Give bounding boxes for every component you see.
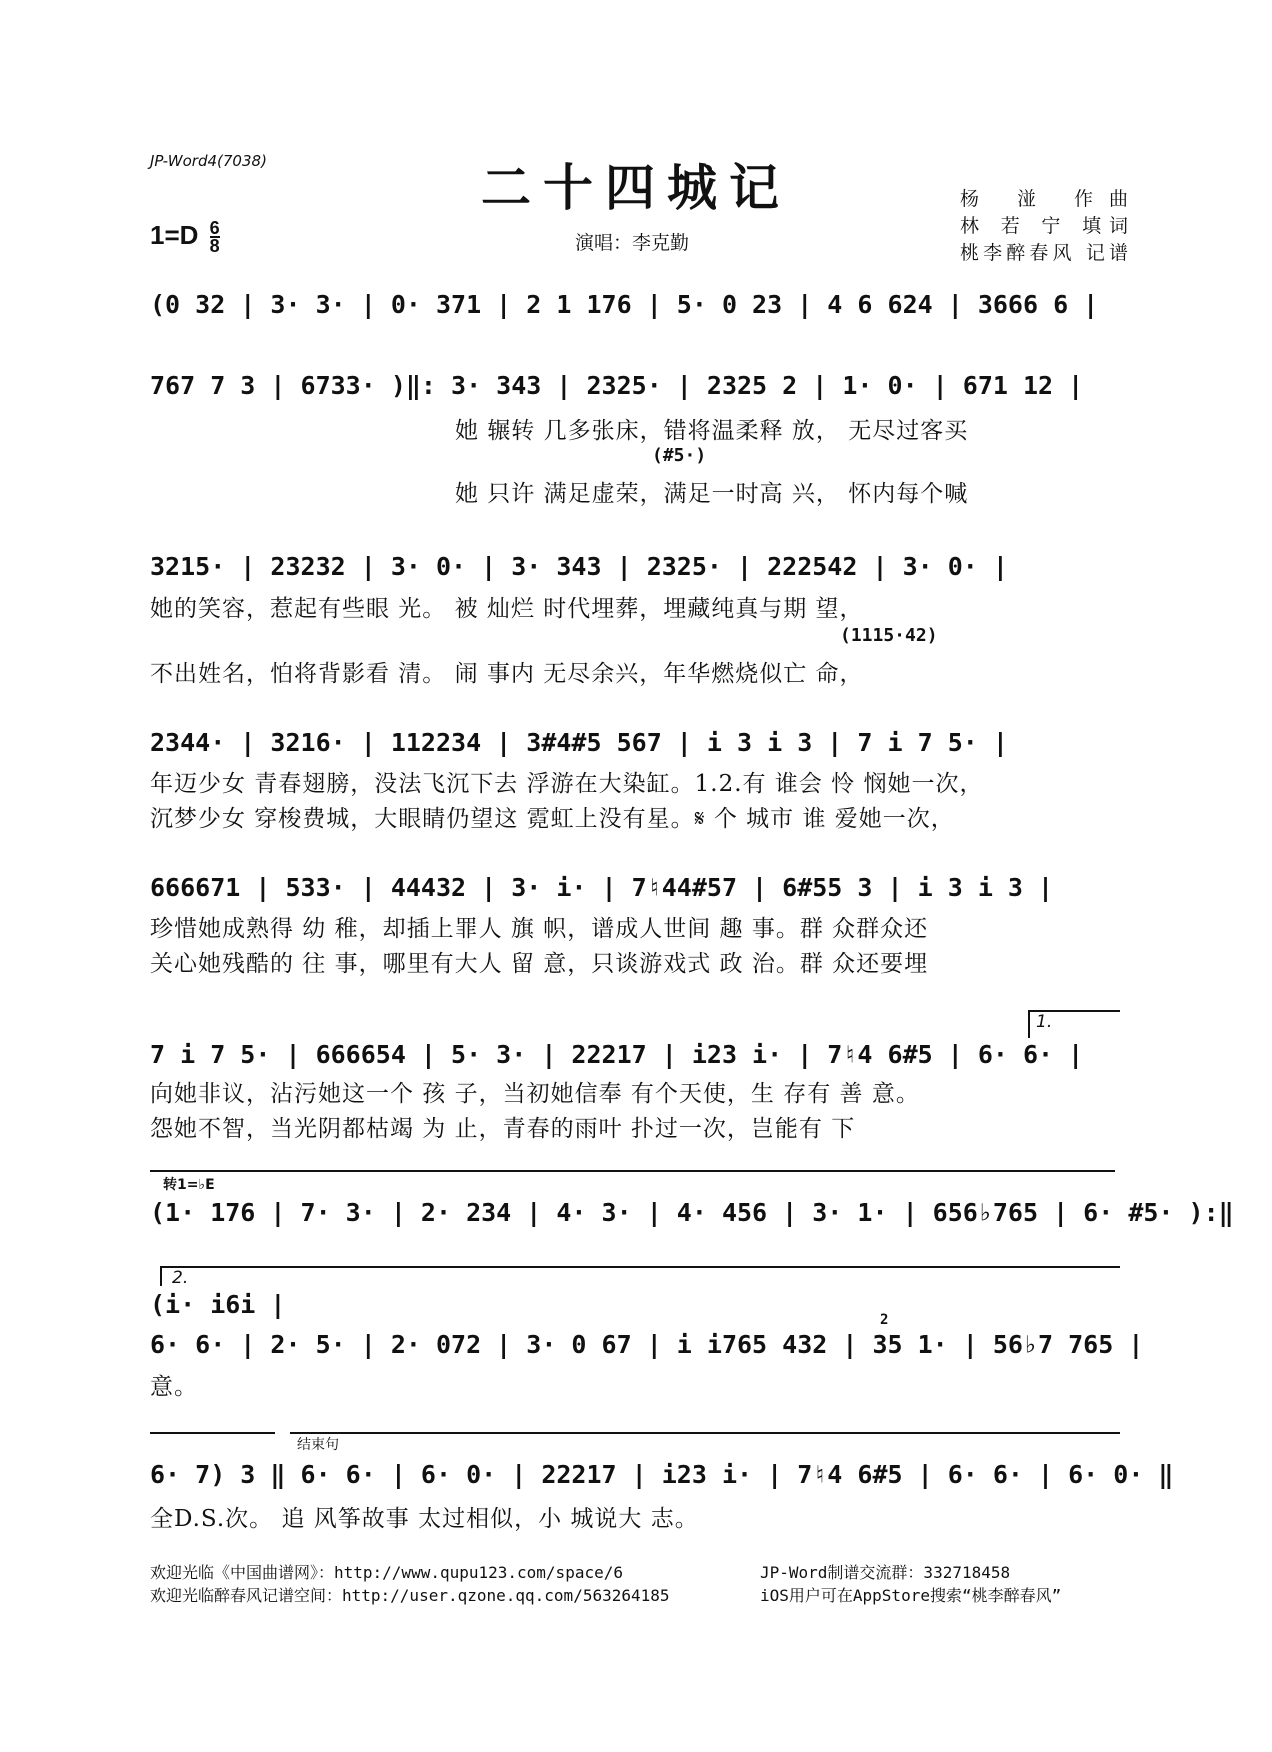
footer-qq-group: JP-Word制谱交流群：332718458 xyxy=(760,1563,1011,1582)
composer-credit: 杨 湴 作曲 xyxy=(960,188,1130,210)
footer-qzone-link: 欢迎光临醉春风记谱空间：http://user.qzone.qq.com/563264185 xyxy=(150,1586,670,1605)
coda-label: 结束句 xyxy=(297,1437,339,1453)
volta-2-edge xyxy=(160,1266,162,1286)
volta-1-label: 1. xyxy=(1036,1012,1053,1032)
lyric-row-8: 意。 xyxy=(150,1374,198,1400)
score-row-7: (1· 176 | 7· 3· | 2· 234 | 4· 3· | 4· 456 | 3· 1· | 656♭765 | 6· #5· ):‖ xyxy=(150,1198,1234,1227)
annotation-row-2: (#5·) xyxy=(652,445,707,466)
score-row-4: 2344· | 3216· | 112234 | 3#4#5 567 | i 3 i 3 | 7 i 7 5· | xyxy=(150,728,1008,757)
key-label: 1=D xyxy=(150,220,199,250)
interlude-bracket xyxy=(150,1170,1115,1172)
lyric-row-3-verse-2: 不出姓名，怕将背影看 清。 闹 事内 无尽余兴，年华燃烧似亡 命， xyxy=(150,661,864,687)
volta-2-label: 2. xyxy=(172,1268,189,1288)
lyric-row-5-verse-2: 关心她残酷的 往 事，哪里有大人 留 意，只谈游戏式 政 治。群 众还要埋 xyxy=(150,951,929,977)
score-row-8-prefix: (i· i6i | xyxy=(150,1290,286,1319)
lyric-row-4-verse-1: 年迈少女 青春翅膀，没法飞沉下去 浮游在大染缸。1.2.有 谁会 怜 悯她一次， xyxy=(150,771,984,797)
score-row-3: 3215· | 23232 | 3· 0· | 3· 343 | 2325· | 222542 | 3· 0· | xyxy=(150,552,1008,581)
volta-1-edge xyxy=(1028,1010,1030,1038)
score-row-8: 6· 6· | 2· 5· | 2· 072 | 3· 0 67 | i i765 432 | 35 1· | 56♭7 765 | xyxy=(150,1330,1144,1359)
time-top: 6 xyxy=(209,218,220,239)
credits-block xyxy=(960,186,1130,267)
footer-ios-hint: iOS用户可在AppStore搜索“桃李醉春风” xyxy=(760,1586,1062,1605)
song-title: 二十四城记 xyxy=(481,158,791,217)
score-row-6: 7 i 7 5· | 666654 | 5· 3· | 22217 | i23 i· | 7♮4 6#5 | 6· 6· | xyxy=(150,1040,1084,1069)
lyric-row-4-verse-2: 沉梦少女 穿梭费城，大眼睛仍望这 霓虹上没有星。𝄋 个 城市 谁 爱她一次， xyxy=(150,806,955,832)
footer-site-link: 欢迎光临《中国曲谱网》：http://www.qupu123.com/space/6 xyxy=(150,1563,623,1582)
lyric-row-6-verse-1: 向她非议，沾污她这一个 孩 子，当初她信奉 有个天使，生 存有 善 意。 xyxy=(150,1081,920,1107)
time-signature xyxy=(209,218,220,257)
modulation-label: 转1=♭E xyxy=(163,1177,215,1193)
lyricist-credit: 林 若 宁 填词 xyxy=(960,215,1130,237)
annotation-row-3: (1115·42) xyxy=(840,625,938,646)
lyric-row-6-verse-2: 怨她不智，当光阴都枯竭 为 止，青春的雨叶 扑过一次，岂能有 下 xyxy=(150,1116,856,1142)
lyric-row-2-verse-1: 她 辗转 几多张床，错将温柔释 放， 无尽过客买 xyxy=(455,418,969,444)
software-label: JP-Word4(7038) xyxy=(150,152,267,170)
time-bottom: 8 xyxy=(209,236,220,257)
transcriber-credit: 桃李醉春风 记谱 xyxy=(960,242,1130,264)
lyric-row-2-verse-2: 她 只许 满足虚荣，满足一时高 兴， 怀内每个喊 xyxy=(455,481,969,507)
score-row-9: 6· 7) 3 ‖ 6· 6· | 6· 0· | 22217 | i23 i· | 7♮4 6#5 | 6· 6· | 6· 0· ‖ xyxy=(150,1460,1174,1489)
lyric-row-9: 全D.S.次。 追 风筝故事 太过相似，小 城说大 志。 xyxy=(150,1506,699,1532)
grace-note: 2 xyxy=(880,1312,889,1328)
score-row-1: (0 32 | 3· 3· | 0· 371 | 2 1 176 | 5· 0 23 | 4 6 624 | 3666 6 | xyxy=(150,290,1099,319)
lyric-row-5-verse-1: 珍惜她成熟得 幼 稚，却插上罪人 旗 帜，谱成人世间 趣 事。群 众群众还 xyxy=(150,916,929,942)
key-signature xyxy=(150,218,220,257)
ending-bracket-left xyxy=(150,1432,275,1434)
lyric-row-3-verse-1: 她的笑容，惹起有些眼 光。 被 灿烂 时代埋葬，埋藏纯真与期 望， xyxy=(150,596,864,622)
singer-credit: 演唱：李克勤 xyxy=(575,232,690,254)
score-row-5: 666671 | 533· | 44432 | 3· i· | 7♮44#57 | 6#55 3 | i 3 i 3 | xyxy=(150,873,1054,902)
volta-2-bracket xyxy=(160,1266,1120,1268)
coda-bracket xyxy=(290,1432,1120,1434)
score-row-2: 767 7 3 | 6733· )‖: 3· 343 | 2325· | 2325 2 | 1· 0· | 671 12 | xyxy=(150,371,1084,400)
